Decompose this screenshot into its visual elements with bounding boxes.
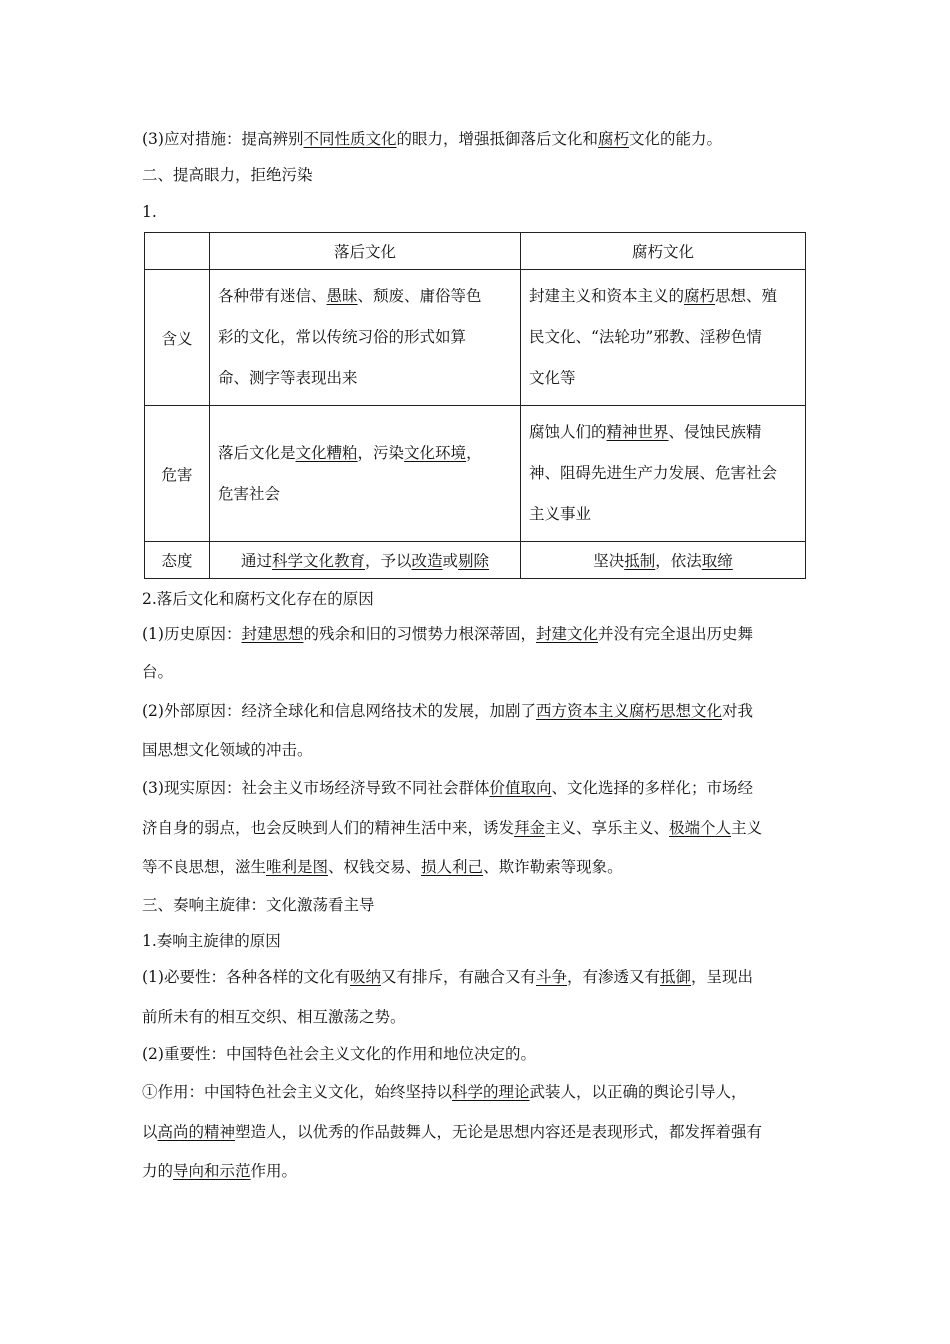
- reality-reason-line1: (3)现实原因：社会主义市场经济导致不同社会群体价值取向、文化选择的多样化；市场经: [142, 779, 753, 797]
- backward-harm-cell: 落后文化是文化糟粕，污染文化环境， 危害社会: [210, 406, 521, 542]
- header-cell-decadent: 腐朽文化: [521, 233, 806, 270]
- role-line1: ①作用：中国特色社会主义文化，始终坚持以科学的理论武装人，以正确的舆论引导人，: [142, 1083, 747, 1101]
- history-reason-line1: (1)历史原因：封建思想的残余和旧的习惯势力根深蒂固，封建文化并没有完全退出历史舞: [142, 625, 754, 643]
- table-row: [145, 406, 806, 542]
- importance-line: (2)重要性：中国特色社会主义文化的作用和地位决定的。: [142, 1045, 536, 1063]
- underlined-term: 不同性质文化: [303, 130, 397, 148]
- necessity-line2: 前所未有的相互交织、相互激荡之势。: [142, 1008, 406, 1026]
- reasons-heading: 2.落后文化和腐朽文化存在的原因: [142, 590, 374, 608]
- backward-attitude-cell: 通过科学文化教育，予以改造或剔除: [210, 542, 521, 579]
- culture-comparison-table: [144, 232, 806, 579]
- decadent-harm-cell: 腐蚀人们的精神世界、侵蚀民族精 神、阻碍先进生产力发展、危害社会 主义事业: [521, 406, 806, 542]
- section2-heading: 二、提高眼力，拒绝污染: [142, 166, 313, 184]
- table-header-row: [145, 233, 806, 270]
- necessity-line1: (1)必要性：各种各样的文化有吸纳又有排斥，有融合又有斗争，有渗透又有抵御，呈现出: [142, 968, 754, 986]
- reality-reason-line3: 等不良思想，滋生唯利是图、权钱交易、损人利己、欺诈勒索等现象。: [142, 858, 623, 876]
- header-cell-empty: [145, 233, 210, 270]
- reality-reason-line2: 济自身的弱点，也会反映到人们的精神生活中来，诱发拜金主义、享乐主义、极端个人主义: [142, 819, 763, 837]
- measures-line: (3)应对措施：提高辨别不同性质文化的眼力，增强抵御落后文化和腐朽文化的能力。: [142, 130, 723, 148]
- decadent-attitude-cell: 坚决抵制，依法取缔: [521, 542, 806, 579]
- row-label: 含义: [145, 270, 210, 406]
- row-label: 态度: [145, 542, 210, 579]
- backward-meaning-cell: 各种带有迷信、愚昧、颓废、庸俗等色 彩的文化，常以传统习俗的形式如算 命、测字等表现出来: [210, 270, 521, 406]
- table-row: [145, 270, 806, 406]
- section3-heading: 三、奏响主旋律：文化激荡看主导: [142, 896, 375, 914]
- role-line2: 以高尚的精神塑造人，以优秀的作品鼓舞人，无论是思想内容还是表现形式，都发挥着强有: [142, 1123, 763, 1141]
- history-reason-line2: 台。: [142, 663, 174, 681]
- underlined-term: 腐朽: [598, 130, 630, 148]
- external-reason-line2: 国思想文化领域的冲击。: [142, 741, 313, 759]
- item-number: 1.: [142, 203, 157, 221]
- row-label: 危害: [145, 406, 210, 542]
- external-reason-line1: (2)外部原因：经济全球化和信息网络技术的发展，加剧了西方资本主义腐朽思想文化对我: [142, 702, 753, 720]
- decadent-meaning-cell: 封建主义和资本主义的腐朽思想、殖 民文化、“法轮功”邪教、淫秽色情 文化等: [521, 270, 806, 406]
- table-row: [145, 542, 806, 579]
- header-cell-backward: 落后文化: [210, 233, 521, 270]
- role-line3: 力的导向和示范作用。: [142, 1162, 298, 1180]
- section3-subheading: 1.奏响主旋律的原因: [142, 932, 281, 950]
